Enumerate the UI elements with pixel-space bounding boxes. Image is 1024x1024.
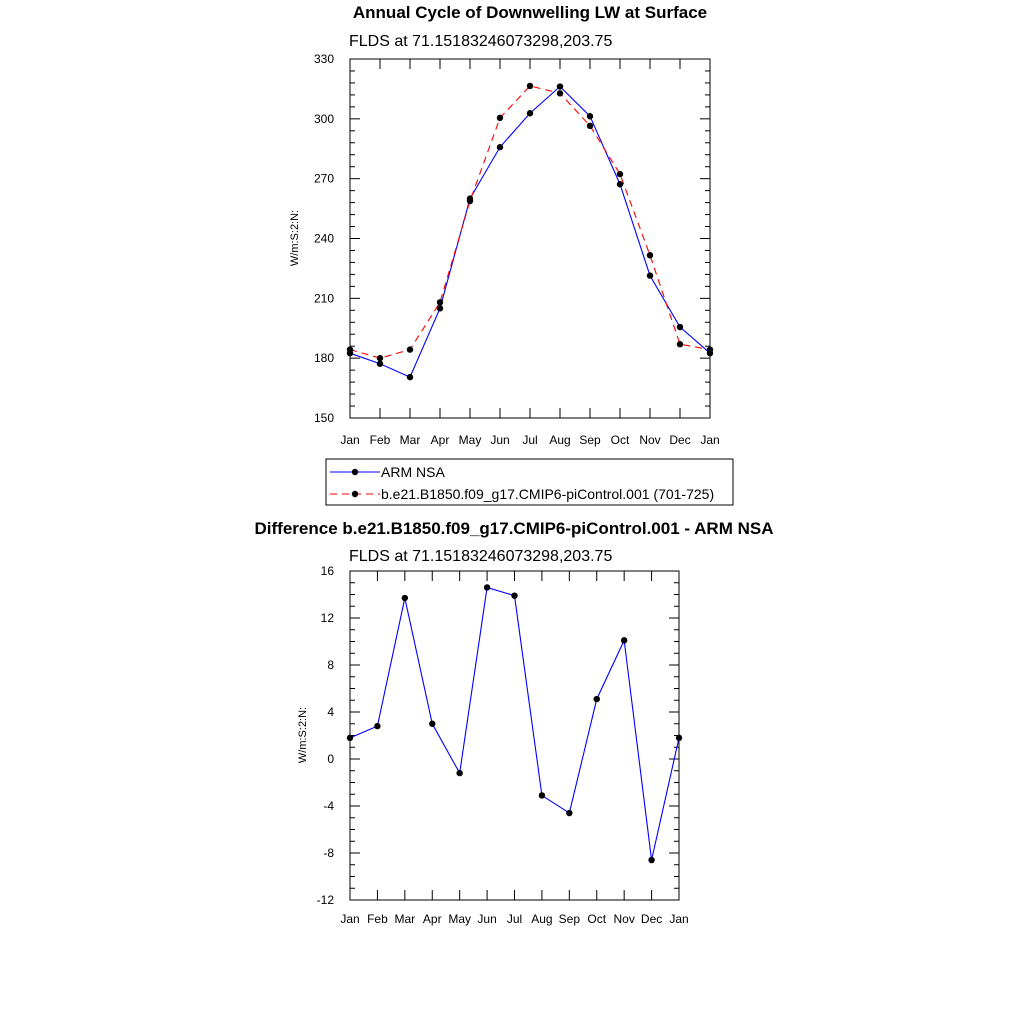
chart1-ytick-label: 150: [313, 411, 334, 425]
chart2-data-point: [594, 696, 600, 702]
chart1-data-point: [407, 346, 413, 352]
chart1-data-point: [437, 305, 443, 311]
chart1-data-point: [677, 341, 683, 347]
chart2-data-point: [456, 770, 462, 776]
chart1-ylabel: W/m:S:2:N:: [289, 209, 301, 267]
chart1-xtick-label: Feb: [369, 433, 391, 447]
chart2-subtitle: FLDS at 71.15183246073298,203.75: [349, 548, 613, 565]
chart1-xtick-label: May: [458, 433, 482, 447]
chart1-data-point: [467, 198, 473, 204]
chart2-data-point: [374, 723, 380, 729]
annual-cycle-chart: [289, 3, 733, 505]
chart2-ytick-label: -12: [316, 893, 334, 907]
chart1-xtick-label: Aug: [549, 433, 571, 447]
chart1-xtick-label: Nov: [639, 433, 661, 447]
chart1-xtick-label: Mar: [399, 433, 421, 447]
chart1-data-point: [587, 113, 593, 119]
chart2-data-point: [621, 637, 627, 643]
legend-marker-arm-nsa: [352, 469, 358, 475]
difference-chart: [255, 519, 774, 926]
chart2-xtick-label: Jan: [669, 912, 689, 926]
chart1-data-point: [647, 272, 653, 278]
chart1-xtick-label: Jul: [522, 433, 538, 447]
chart1-data-point: [647, 252, 653, 258]
chart1-data-point: [587, 123, 593, 129]
chart2-ytick-label: 0: [327, 752, 334, 766]
chart1-ytick-label: 180: [313, 351, 334, 366]
chart1-legend: [326, 459, 733, 505]
chart2-ytick-label: 12: [320, 611, 334, 625]
chart2-xtick-label: Nov: [613, 912, 635, 926]
chart2-xtick-label: Jul: [506, 912, 523, 926]
chart1-ytick-label: 300: [313, 111, 334, 126]
chart2-xtick-label: Aug: [531, 912, 553, 926]
chart2-ytick-label: -4: [323, 799, 334, 813]
chart2-series-line-0: [350, 587, 679, 860]
chart2-xtick-label: Oct: [587, 912, 607, 926]
chart2-xtick-label: Jan: [340, 912, 360, 926]
chart1-data-point: [377, 355, 383, 361]
chart2-xtick-label: Feb: [367, 912, 388, 926]
chart1-ytick-label: 210: [313, 291, 334, 306]
chart2-ytick-label: 8: [327, 658, 334, 672]
chart2-data-point: [648, 857, 654, 863]
legend-marker-model: [352, 491, 358, 497]
chart1-xtick-label: Jan: [340, 433, 360, 447]
chart1-xtick-label: Dec: [669, 433, 691, 447]
chart2-ytick-label: 16: [320, 564, 334, 578]
legend-label-model: b.e21.B1850.f09_g17.CMIP6-piControl.001 (701-725): [381, 486, 715, 502]
chart1-data-point: [677, 324, 683, 330]
chart2-xtick-label: Dec: [640, 912, 663, 926]
chart2-data-point: [484, 584, 490, 590]
chart1-data-point: [407, 374, 413, 380]
chart2-frame: [350, 571, 679, 900]
chart1-data-point: [557, 90, 563, 96]
chart1-data-point: [377, 361, 383, 367]
chart1-data-point: [617, 171, 623, 177]
chart1-xtick-label: Apr: [430, 433, 450, 447]
chart1-ytick-label: 330: [313, 52, 334, 66]
chart1-xtick-label: Oct: [610, 433, 630, 447]
chart2-xtick-label: Sep: [558, 912, 581, 926]
chart2-xtick-label: Mar: [394, 912, 416, 926]
chart2-xtick-label: Apr: [422, 912, 442, 926]
chart1-data-point: [617, 181, 623, 187]
chart1-data-point: [437, 299, 443, 305]
chart1-xtick-label: Jun: [490, 433, 510, 447]
chart2-xtick-label: May: [448, 912, 472, 926]
chart2-data-point: [402, 595, 408, 601]
chart2-title: Difference b.e21.B1850.f09_g17.CMIP6-piControl.001 - ARM NSA: [254, 519, 774, 538]
chart2-xtick-label: Jun: [477, 912, 497, 926]
chart1-title: Annual Cycle of Downwelling LW at Surface: [352, 3, 708, 22]
chart2-data-point: [539, 792, 545, 798]
chart1-xtick-label: Sep: [579, 433, 601, 447]
chart1-data-point: [497, 144, 503, 150]
chart1-ytick-label: 240: [313, 231, 334, 246]
chart2-data-point: [566, 810, 572, 816]
chart1-data-point: [557, 83, 563, 89]
chart2-ytick-label: -8: [323, 846, 334, 860]
chart1-ytick-label: 270: [313, 171, 334, 186]
chart1-data-point: [527, 110, 533, 116]
chart1-subtitle: FLDS at 71.15183246073298,203.75: [349, 33, 613, 50]
chart1-data-point: [527, 83, 533, 89]
chart2-ylabel: W/m:S:2:N:: [297, 706, 309, 764]
chart1-series-line-1: [350, 86, 710, 358]
chart1-series-line-0: [350, 87, 710, 378]
legend-label-arm-nsa: ARM NSA: [381, 464, 445, 480]
chart2-data-point: [511, 592, 517, 598]
chart2-data-point: [429, 721, 435, 727]
chart1-data-point: [497, 115, 503, 121]
chart1-xtick-label: Jan: [700, 433, 720, 447]
chart2-ytick-label: 4: [327, 705, 334, 719]
